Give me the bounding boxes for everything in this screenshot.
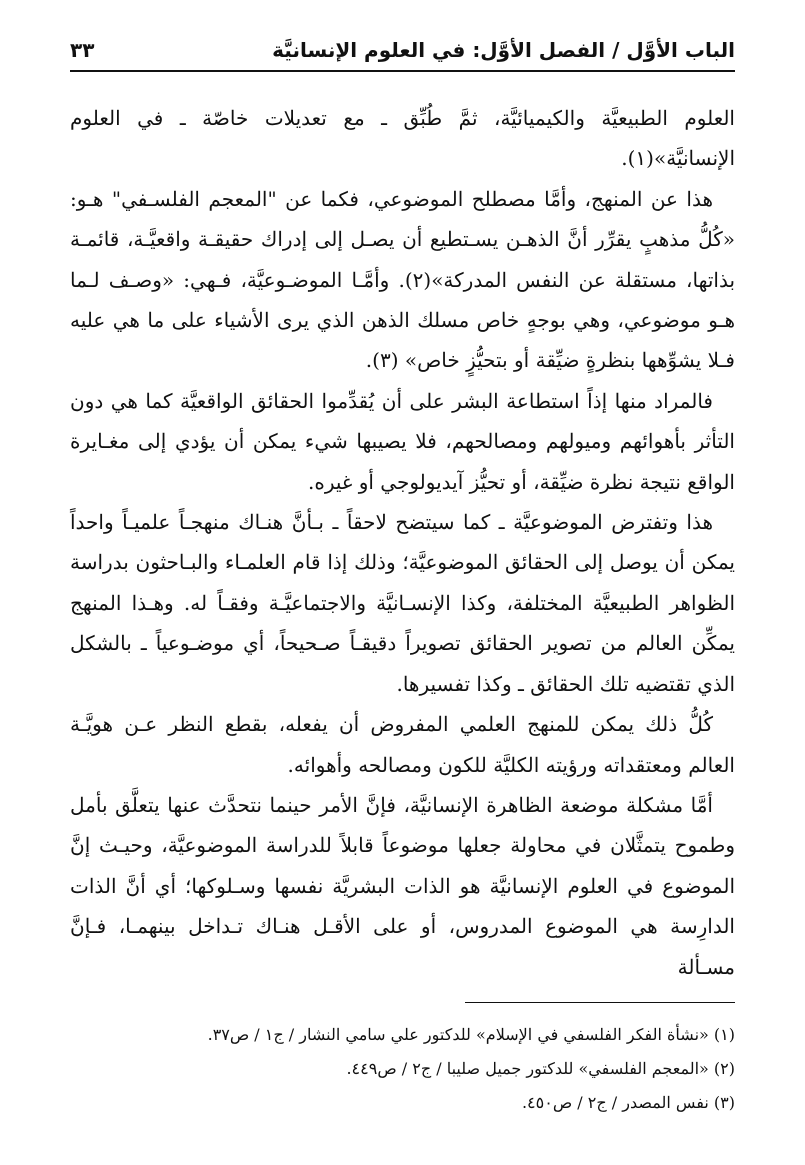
paragraph: أمَّا مشكلة موضعة الظاهرة الإنسانيَّة، فإنَّ الأمر حينما نتحدَّث عنها يتعلَّق بأمل وطموح يتمثَّلان في محاولة جعلها موضوعاً قابلاً للدراسة الموضوعيَّة، وحيـث إنَّ الموضوع في العلوم الإنسانيَّة هو الذات البشريَّة نفسها وسـلوكها؛ أي أنَّ الذات الدارِسة هي الموضوع المدروس، أو على الأقـل هنـاك تـداخل بينهمـا، فـإنَّ مسـألة: [70, 792, 735, 979]
footnote: (١) «نشأة الفكر الفلسفي في الإسلام» للدكتور علي سامي النشار / ج١ / ص٣٧.: [207, 1025, 735, 1044]
paragraph: العلوم الطبيعيَّة والكيميائيَّة، ثمَّ طُبِّق ـ مع تعديلات خاصّة ـ في العلوم الإنسانيَّة»(١).: [70, 106, 735, 171]
header-title: الباب الأوَّل / الفصل الأوَّل: في العلوم الإنسانيَّة: [272, 38, 735, 62]
paragraph: كُلُّ ذلك يمكن للمنهج العلمي المفروض أن يفعله، بقطع النظر عـن هويَّـة العالم ومعتقداته ورؤيته الكليَّة للكون ومصالحه وأهوائه.: [70, 712, 735, 777]
footnotes: [70, 1018, 735, 1120]
paragraph: فالمراد منها إذاً استطاعة البشر على أن يُقدِّموا الحقائق الواقعيَّة كما هي دون التأثر بأهوائهم وميولهم ومصالحهم، فلا يصيبها شيء يمكن أن يؤدي إلى مغـايرة الواقع نتيجة نظرة ضيِّقة، أو تحيُّز آيديولوجي أو غيره.: [70, 388, 735, 494]
footnote: (٢) «المعجم الفلسفي» للدكتور جميل صليبا / ج٢ / ص٤٤٩.: [346, 1059, 735, 1078]
body-text: [70, 98, 735, 987]
paragraph: هذا وتفترض الموضوعيَّة ـ كما سيتضح لاحقاً ـ بـأنَّ هنـاك منهجـاً علميـاً واحداً يمكن أن يوصل إلى الحقائق الموضوعيَّة؛ وذلك إذا قام العلمـاء والبـاحثون بدراسة الظواهر الطبيعيَّة المختلفة، وكذا الإنسـانيَّة والاجتماعيَّـة وفقـاً له. وهـذا المنهج يمكِّن العالم من تصوير الحقائق تصويراً دقيقـاً صـحيحاً، أي موضـوعياً ـ بالشكل الذي تقتضيه تلك الحقائق ـ وكذا تفسيرها.: [70, 510, 735, 696]
page-number: ٣٣: [70, 38, 95, 62]
footnote-separator: [465, 1002, 735, 1003]
footnote: (٣) نفس المصدر / ج٢ / ص٤٥٠.: [521, 1093, 735, 1112]
paragraph: هذا عن المنهج، وأمَّا مصطلح الموضوعي، فكما عن "المعجم الفلسـفي" هـو: «كُلُّ مذهبٍ يقرِّر أنَّ الذهـن يسـتطيع أن يصـل إلى إدراك حقيقـة واقعيَّـة، قائمـة بذاتها، مستقلة عن النفس المدركة»(٢). وأمَّـا الموضـوعيَّة، فـهي: «وصـف لـما هـو موضوعي، وهي بوجهٍ خاص مسلك الذهن الذي يرى الأشياء على ما هي عليه فـلا يشوِّهها بنظرةٍ ضيِّقة أو بتحيُّزٍ خاص» (٣).: [70, 186, 736, 373]
running-header: [70, 30, 735, 72]
